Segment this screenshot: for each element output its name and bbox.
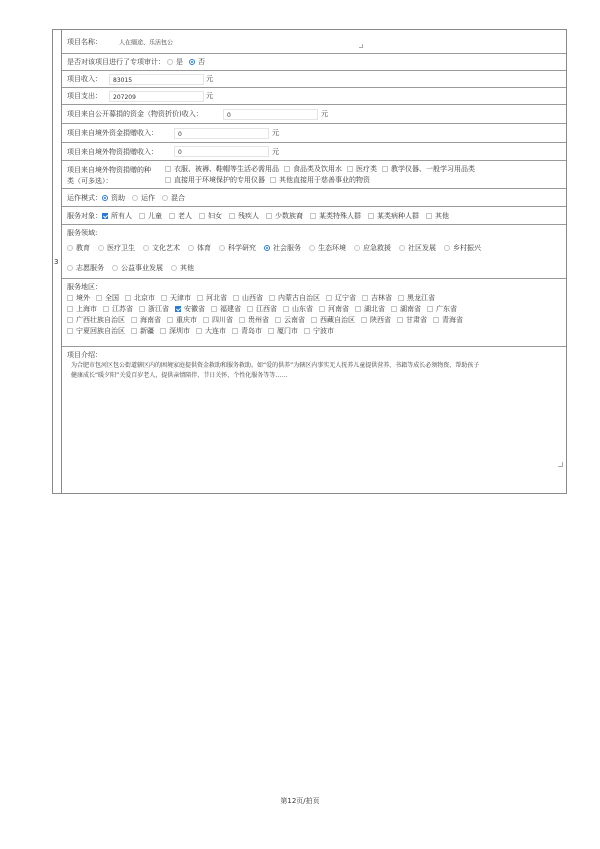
- service-area-options-line2: [67, 304, 463, 314]
- checkbox-icon[interactable]: [382, 166, 388, 172]
- option-全国[interactable]: 全国: [96, 293, 119, 303]
- service-area-options-line1: [67, 293, 441, 303]
- checkbox-icon[interactable]: [347, 166, 353, 172]
- option-其他[interactable]: 其他: [426, 211, 449, 221]
- option-厦门市[interactable]: 厦门市: [268, 326, 298, 336]
- option-广西壮族自治区[interactable]: 广西壮族自治区: [67, 315, 125, 325]
- option-甘肃省[interactable]: 甘肃省: [397, 315, 427, 325]
- radio-icon[interactable]: [67, 245, 73, 251]
- public-fund-row: [62, 105, 566, 124]
- option-山东省[interactable]: 山东省: [283, 304, 313, 314]
- overseas-fund-row: [62, 124, 566, 143]
- goods-types-row: [62, 161, 566, 189]
- option-宁波市[interactable]: 宁波市: [304, 326, 334, 336]
- overseas-goods-unit: 元: [272, 147, 279, 156]
- checkbox-icon[interactable]: [67, 328, 73, 334]
- checkbox-icon[interactable]: [169, 213, 175, 219]
- option-宁夏回族自治区[interactable]: 宁夏回族自治区: [67, 326, 125, 336]
- public-fund-label: 项目来自公开募捐的资金（物资折价)收入：: [67, 110, 203, 118]
- radio-icon[interactable]: [67, 265, 73, 271]
- option-食品类及饮用水[interactable]: 食品类及饮用水: [284, 164, 342, 174]
- checkbox-icon[interactable]: [161, 295, 167, 301]
- radio-icon[interactable]: [112, 265, 118, 271]
- option-乡村振兴[interactable]: 乡村振兴: [444, 243, 481, 253]
- option-安徽省[interactable]: 安徽省: [175, 304, 205, 314]
- option-所有人[interactable]: 所有人: [102, 211, 132, 221]
- checkbox-icon[interactable]: [232, 328, 238, 334]
- project-name-row: [62, 30, 566, 54]
- radio-icon[interactable]: [132, 195, 138, 201]
- checkbox-icon[interactable]: [391, 306, 397, 312]
- option-资助[interactable]: 资助: [102, 193, 125, 203]
- radio-icon[interactable]: [188, 245, 194, 251]
- radio-icon[interactable]: [162, 195, 168, 201]
- checkbox-icon[interactable]: [211, 306, 217, 312]
- option-科学研究[interactable]: 科学研究: [219, 243, 256, 253]
- radio-icon[interactable]: [444, 245, 450, 251]
- checkbox-icon[interactable]: [67, 306, 73, 312]
- resize-handle-icon[interactable]: [558, 462, 563, 467]
- checkbox-icon[interactable]: [361, 317, 367, 323]
- radio-icon[interactable]: [219, 245, 225, 251]
- service-area-row: [62, 279, 566, 347]
- option-云南省[interactable]: 云南省: [275, 315, 305, 325]
- option-深圳市[interactable]: 深圳市: [160, 326, 190, 336]
- option-上海市[interactable]: 上海市: [67, 304, 97, 314]
- option-混合[interactable]: 混合: [162, 193, 185, 203]
- radio-checked-icon[interactable]: [264, 245, 270, 251]
- row-number: 3: [54, 258, 59, 266]
- option-吉林省[interactable]: 吉林省: [362, 293, 392, 303]
- checkbox-icon[interactable]: [326, 295, 332, 301]
- checkbox-icon[interactable]: [139, 213, 145, 219]
- checkbox-checked-icon[interactable]: [102, 213, 108, 219]
- option-衣服、被褥、鞋帽等生活必需用品[interactable]: 衣服、被褥、鞋帽等生活必需用品: [165, 164, 279, 174]
- public-fund-input[interactable]: 0: [223, 109, 318, 120]
- income-input[interactable]: 83015: [109, 74, 204, 85]
- checkbox-icon[interactable]: [304, 328, 310, 334]
- checkbox-icon[interactable]: [131, 317, 137, 323]
- service-field-options-line2: [67, 263, 202, 273]
- option-生态环境[interactable]: 生态环境: [309, 243, 346, 253]
- project-name-label: 项目名称：: [67, 37, 102, 46]
- service-area-options-line4: [67, 326, 340, 336]
- option-福建省[interactable]: 福建省: [211, 304, 241, 314]
- audit-no-option[interactable]: 否: [189, 57, 205, 67]
- checkbox-icon[interactable]: [196, 328, 202, 334]
- option-新疆[interactable]: 新疆: [131, 326, 154, 336]
- intro-textarea[interactable]: [71, 361, 559, 381]
- service-area-options-line3: [67, 315, 469, 325]
- option-青岛市[interactable]: 青岛市: [232, 326, 262, 336]
- operation-mode-group: [67, 193, 192, 203]
- option-社区发展[interactable]: 社区发展: [399, 243, 436, 253]
- checkbox-icon[interactable]: [269, 295, 275, 301]
- operation-mode-options: [102, 193, 192, 203]
- expense-row: [62, 88, 566, 105]
- overseas-fund-input[interactable]: 0: [174, 128, 269, 139]
- option-大连市[interactable]: 大连市: [196, 326, 226, 336]
- overseas-goods-row: [62, 143, 566, 161]
- option-直接用于环境保护的专用仪器[interactable]: 直接用于环境保护的专用仪器: [165, 175, 265, 185]
- overseas-fund-unit: 元: [272, 129, 279, 137]
- option-黑龙江省[interactable]: 黑龙江省: [398, 293, 435, 303]
- option-河北省[interactable]: 河北省: [197, 293, 227, 303]
- checkbox-icon[interactable]: [433, 317, 439, 323]
- income-row: [62, 71, 566, 88]
- option-医疗卫生[interactable]: 医疗卫生: [98, 243, 135, 253]
- checkbox-icon[interactable]: [229, 213, 235, 219]
- checkbox-icon[interactable]: [197, 295, 203, 301]
- option-某类特殊人群[interactable]: 某类特殊人群: [310, 211, 361, 221]
- option-河南省[interactable]: 河南省: [319, 304, 349, 314]
- option-应急救援[interactable]: 应急救援: [354, 243, 391, 253]
- checkbox-icon[interactable]: [397, 317, 403, 323]
- checkbox-icon[interactable]: [165, 166, 171, 172]
- checkbox-icon[interactable]: [398, 295, 404, 301]
- radio-icon[interactable]: [309, 245, 315, 251]
- income-unit: 元: [206, 75, 213, 83]
- option-老人[interactable]: 老人: [169, 211, 192, 221]
- option-其他[interactable]: 其他: [171, 263, 194, 273]
- checkbox-icon[interactable]: [199, 213, 205, 219]
- option-四川省[interactable]: 四川省: [203, 315, 233, 325]
- special-audit-label: 是否对该项目进行了专项审计：: [67, 58, 165, 66]
- checkbox-icon[interactable]: [239, 317, 245, 323]
- radio-icon[interactable]: [167, 59, 173, 65]
- checkbox-icon[interactable]: [368, 213, 374, 219]
- checkbox-icon[interactable]: [125, 295, 131, 301]
- option-运作[interactable]: 运作: [132, 193, 155, 203]
- operation-mode-label: 运作模式：: [67, 193, 102, 202]
- overseas-goods-input[interactable]: 0: [174, 146, 269, 157]
- option-陕西省[interactable]: 陕西省: [361, 315, 391, 325]
- checkbox-checked-icon[interactable]: [175, 306, 181, 312]
- intro-label: 项目介绍：: [67, 351, 102, 359]
- page-footer: 第12页/拍页: [280, 797, 320, 805]
- service-target-group: [67, 211, 456, 221]
- expense-label: 项目支出：: [67, 92, 102, 100]
- checkbox-icon[interactable]: [247, 306, 253, 312]
- option-海南省[interactable]: 海南省: [131, 315, 161, 325]
- goods-types-label-line1: 项目来自境外物资捐赠的种: [67, 166, 151, 174]
- option-社会服务[interactable]: 社会服务: [264, 243, 301, 253]
- option-重庆市[interactable]: 重庆市: [167, 315, 197, 325]
- service-field-options-line1: [67, 243, 489, 253]
- checkbox-icon[interactable]: [311, 317, 317, 323]
- goods-types-options-line1: [165, 164, 480, 174]
- radio-icon[interactable]: [354, 245, 360, 251]
- service-target-row: [62, 207, 566, 225]
- radio-icon[interactable]: [98, 245, 104, 251]
- service-target-label: 服务对象：: [67, 211, 102, 220]
- service-area-label: 服务地区：: [67, 283, 102, 291]
- checkbox-icon[interactable]: [270, 177, 276, 183]
- checkbox-icon[interactable]: [233, 295, 239, 301]
- expense-input[interactable]: 207209: [109, 91, 204, 102]
- checkbox-icon[interactable]: [319, 306, 325, 312]
- checkbox-icon[interactable]: [160, 328, 166, 334]
- option-残疾人[interactable]: 残疾人: [229, 211, 259, 221]
- option-江苏省[interactable]: 江苏省: [103, 304, 133, 314]
- radio-checked-icon[interactable]: [102, 195, 108, 201]
- option-青海省[interactable]: 青海省: [433, 315, 463, 325]
- overseas-fund-label: 项目来自境外资金捐赠收入：: [67, 129, 158, 137]
- option-其他直接用于慈善事业的物资[interactable]: 其他直接用于慈善事业的物资: [270, 175, 370, 185]
- option-某类病种人群[interactable]: 某类病种人群: [368, 211, 419, 221]
- project-name-value[interactable]: 人在缅途、乐活包公: [119, 39, 174, 46]
- resize-handle-icon[interactable]: [359, 44, 363, 48]
- option-公益事业发展[interactable]: 公益事业发展: [112, 263, 163, 273]
- form-rows: [62, 30, 566, 469]
- expense-unit: 元: [206, 92, 213, 100]
- service-field-row: [62, 225, 566, 279]
- checkbox-icon[interactable]: [362, 295, 368, 301]
- option-浙江省[interactable]: 浙江省: [139, 304, 169, 314]
- option-江西省[interactable]: 江西省: [247, 304, 277, 314]
- overseas-goods-label: 项目来自境外物资捐赠收入：: [67, 147, 158, 156]
- option-辽宁省[interactable]: 辽宁省: [326, 293, 356, 303]
- intro-row: [62, 347, 566, 469]
- option-境外[interactable]: 境外: [67, 293, 90, 303]
- option-志愿服务[interactable]: 志愿服务: [67, 263, 104, 273]
- checkbox-icon[interactable]: [203, 317, 209, 323]
- checkbox-icon[interactable]: [139, 306, 145, 312]
- option-湖北省[interactable]: 湖北省: [355, 304, 385, 314]
- checkbox-icon[interactable]: [310, 213, 316, 219]
- option-医疗类[interactable]: 医疗类: [347, 164, 377, 174]
- option-教育[interactable]: 教育: [67, 243, 90, 253]
- goods-types-options-line2: [165, 175, 375, 185]
- checkbox-icon[interactable]: [96, 295, 102, 301]
- project-form-table: [52, 29, 567, 494]
- intro-line2: 健康成长“暖夕阳”关爱百岁老人，提供亲情陪伴、节日关怀、个性化服务等等……: [71, 372, 288, 379]
- option-内蒙古自治区[interactable]: 内蒙古自治区: [269, 293, 320, 303]
- checkbox-icon[interactable]: [67, 317, 73, 323]
- option-广东省[interactable]: 广东省: [427, 304, 457, 314]
- option-天津市[interactable]: 天津市: [161, 293, 191, 303]
- checkbox-icon[interactable]: [131, 328, 137, 334]
- checkbox-icon[interactable]: [426, 213, 432, 219]
- option-妇女[interactable]: 妇女: [199, 211, 222, 221]
- income-label: 项目收入：: [67, 75, 102, 83]
- public-fund-unit: 元: [321, 110, 328, 118]
- checkbox-icon[interactable]: [355, 306, 361, 312]
- checkbox-icon[interactable]: [427, 306, 433, 312]
- option-教学仪器、一般学习用品类[interactable]: 教学仪器、一般学习用品类: [382, 164, 475, 174]
- operation-mode-row: [62, 189, 566, 207]
- checkbox-icon[interactable]: [167, 317, 173, 323]
- special-audit-row: [62, 54, 566, 71]
- option-北京市[interactable]: 北京市: [125, 293, 155, 303]
- option-贵州省[interactable]: 贵州省: [239, 315, 269, 325]
- checkbox-icon[interactable]: [103, 306, 109, 312]
- option-西藏自治区[interactable]: 西藏自治区: [311, 315, 355, 325]
- intro-line1: 为合肥市包河区包公街道辖区内的困境家庭提供资金救助和服务救助。如“爱的供养”为辖区内事实无人抚养儿童提供营养、书籍等成长必须物资，帮助孩子: [71, 362, 480, 369]
- option-体育[interactable]: 体育: [188, 243, 211, 253]
- option-少数族裔[interactable]: 少数族裔: [266, 211, 303, 221]
- special-audit-group: [67, 57, 211, 67]
- radio-icon[interactable]: [399, 245, 405, 251]
- checkbox-icon[interactable]: [283, 306, 289, 312]
- radio-checked-icon[interactable]: [189, 59, 195, 65]
- checkbox-icon[interactable]: [266, 213, 272, 219]
- checkbox-icon[interactable]: [268, 328, 274, 334]
- option-山西省[interactable]: 山西省: [233, 293, 263, 303]
- option-湖南省[interactable]: 湖南省: [391, 304, 421, 314]
- service-field-label: 服务领域:: [67, 229, 98, 237]
- service-target-options: [102, 211, 456, 221]
- checkbox-icon[interactable]: [165, 177, 171, 183]
- checkbox-icon[interactable]: [275, 317, 281, 323]
- option-儿童[interactable]: 儿童: [139, 211, 162, 221]
- goods-types-label-line2: 类（可多选）：: [67, 177, 113, 185]
- checkbox-icon[interactable]: [67, 295, 73, 301]
- audit-yes-option[interactable]: 是: [167, 57, 183, 67]
- radio-icon[interactable]: [143, 245, 149, 251]
- checkbox-icon[interactable]: [284, 166, 290, 172]
- row-number-column: [53, 30, 62, 493]
- option-文化艺术[interactable]: 文化艺术: [143, 243, 180, 253]
- radio-icon[interactable]: [171, 265, 177, 271]
